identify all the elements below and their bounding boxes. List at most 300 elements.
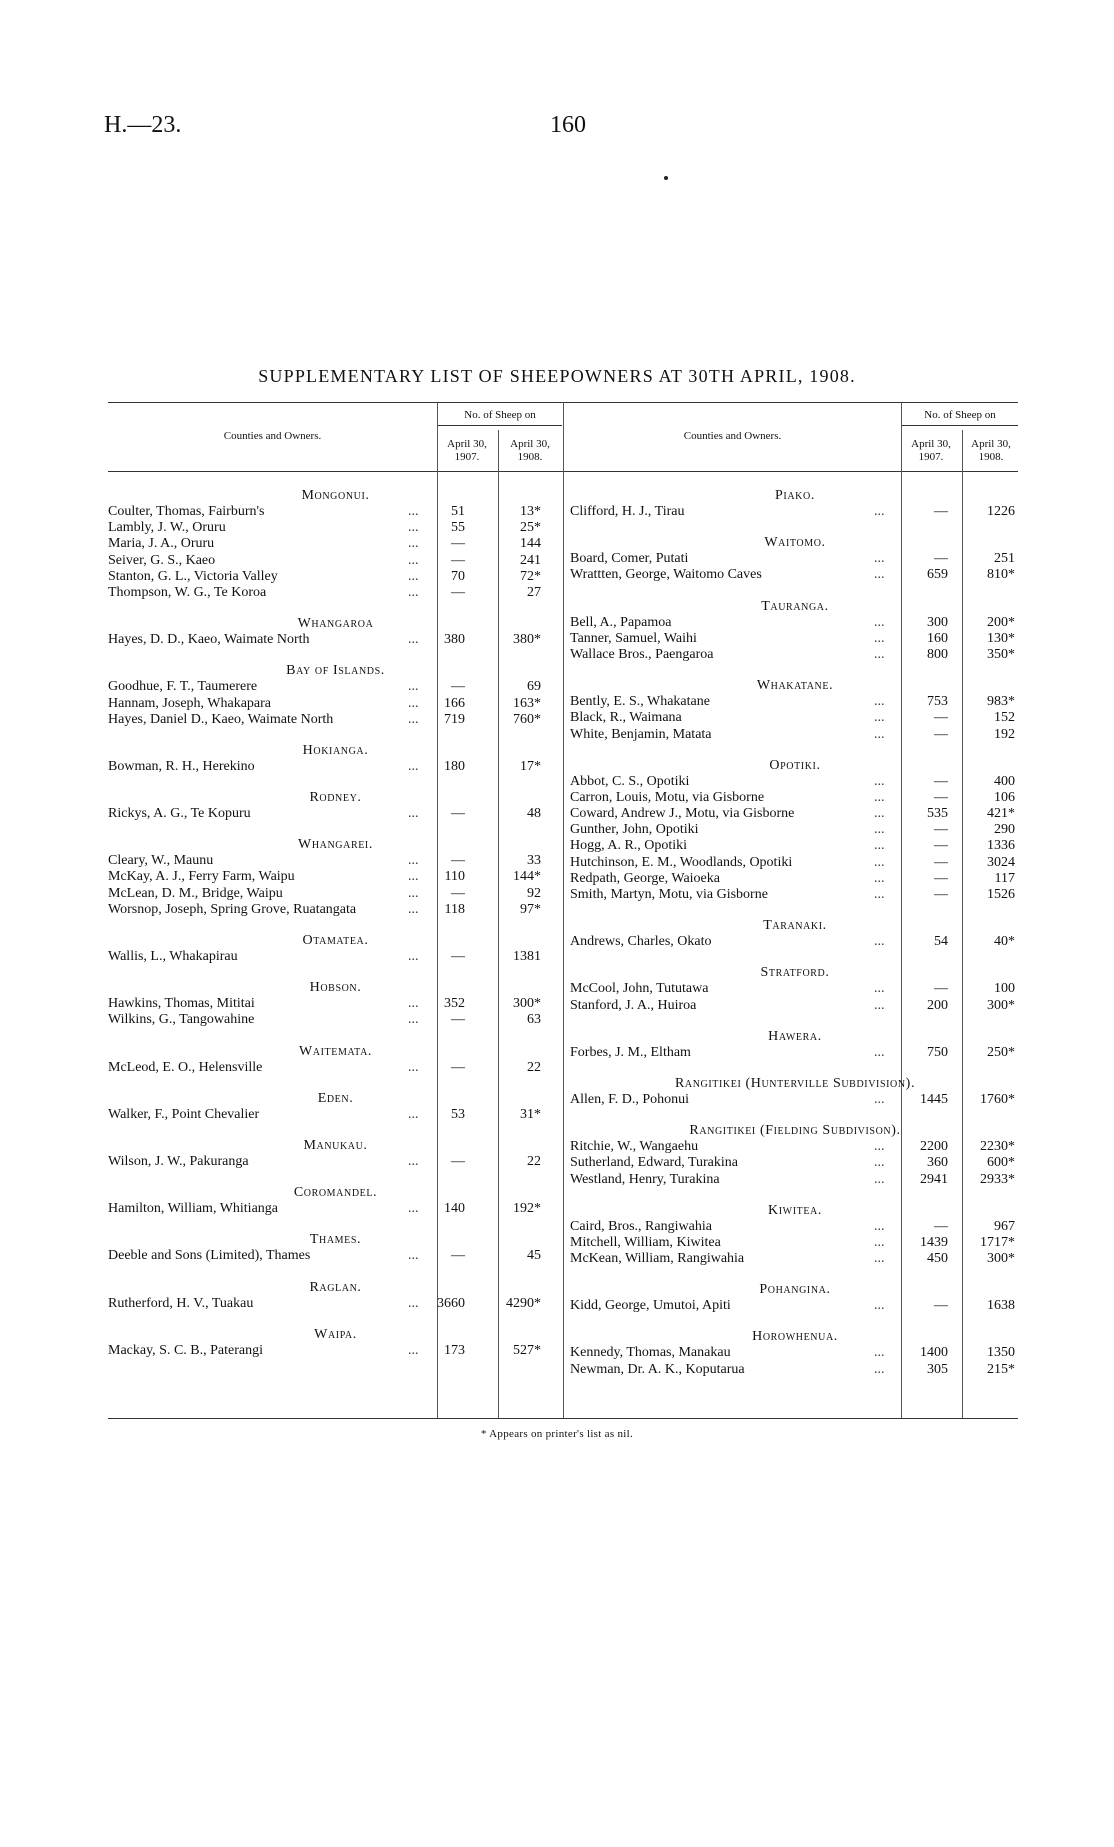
sheep-1908-value: 1381: [513, 949, 541, 964]
sheep-1907-value: 719: [444, 711, 465, 727]
sheep-1907-value: —: [934, 887, 948, 902]
owner-name: Kidd, George, Umutoi, Apiti: [570, 1298, 731, 1314]
sheep-1908-value: 192: [994, 726, 1015, 742]
owner-row: [108, 1060, 563, 1076]
sheep-1908-value: 152: [994, 710, 1015, 726]
owner-name: Black, R., Waimana: [570, 710, 682, 726]
sheep-1908-value: 1336: [987, 838, 1015, 854]
sheep-1907-value: —: [934, 1218, 948, 1234]
county-heading: Manukau.: [303, 1137, 368, 1153]
leader-dots: ...: [408, 1012, 419, 1028]
owner-name: Rutherford, H. V., Tuakau: [108, 1295, 254, 1311]
page-title: SUPPLEMENTARY LIST OF SHEEPOWNERS AT 30TH APRIL, 1908.: [258, 366, 856, 386]
leader-dots: ...: [408, 806, 419, 822]
owner-row: [570, 998, 1020, 1014]
owner-name: Coward, Andrew J., Motu, via Gisborne: [570, 806, 795, 822]
owner-name: Rickys, A. G., Te Kopuru: [108, 806, 251, 822]
leader-dots: ...: [874, 773, 885, 789]
owner-row: [108, 679, 563, 695]
county-heading: Raglan.: [309, 1279, 362, 1295]
sheep-1907-value: 305: [927, 1361, 948, 1377]
sheep-1908-value: 600*: [987, 1155, 1015, 1171]
county-heading: Horowhenua.: [752, 1329, 838, 1345]
owner-name: Lambly, J. W., Oruru: [108, 520, 226, 536]
sheep-1908-value: 192*: [513, 1201, 541, 1217]
leader-dots: ...: [408, 584, 419, 600]
sheep-1908-value: 97*: [520, 901, 541, 917]
leader-dots: ...: [408, 711, 419, 727]
leader-dots: ...: [408, 885, 419, 901]
leader-dots: ...: [408, 568, 419, 584]
sheep-1908-value: 1526: [987, 887, 1015, 902]
sheep-1907-value: 160: [927, 630, 948, 646]
sheep-1908-value: 1760*: [980, 1091, 1015, 1107]
right-sheep-subrule: [902, 425, 1018, 426]
footnote: * Appears on printer's list as nil.: [480, 1428, 634, 1440]
owner-row: [570, 567, 1020, 583]
sheep-1907-value: 118: [444, 901, 465, 917]
sheep-1908-value: 72*: [520, 568, 541, 584]
sheep-1907-value: —: [934, 854, 948, 870]
owner-name: Hawkins, Thomas, Mititai: [108, 996, 255, 1012]
owner-row: [570, 647, 1020, 663]
sheep-1907-value: 173: [444, 1342, 465, 1358]
sheep-1908-value: 106: [994, 789, 1015, 805]
sheep-1908-value: 380*: [513, 632, 541, 648]
owner-row: [570, 806, 1020, 822]
owner-row: [108, 520, 563, 536]
sheep-1908-value: 163*: [513, 695, 541, 711]
sheep-1907-value: —: [934, 870, 948, 886]
sheep-1907-value: —: [451, 552, 465, 568]
sheep-1908-value: 290: [994, 822, 1015, 838]
owner-name: Mackay, S. C. B., Paterangi: [108, 1342, 264, 1358]
owner-name: Coulter, Thomas, Fairburn's: [108, 504, 265, 519]
owner-name: Maria, J. A., Oruru: [108, 536, 215, 552]
county-heading: Coromandel.: [293, 1185, 378, 1201]
owner-name: Wallis, L., Whakapirau: [108, 949, 238, 964]
sheep-1907-value: —: [934, 838, 948, 854]
owner-row: [570, 887, 1020, 903]
sheep-1907-value: —: [451, 853, 465, 869]
owner-name: Thompson, W. G., Te Koroa: [108, 584, 267, 600]
sheep-1908-value: 810*: [987, 567, 1015, 583]
owner-row: [570, 1235, 1020, 1251]
leader-dots: ...: [408, 853, 419, 869]
owner-row: [570, 934, 1020, 950]
right-owners-table: [570, 488, 1020, 1378]
owner-name: Wilkins, G., Tangowahine: [108, 1012, 255, 1028]
leader-dots: ...: [408, 1248, 419, 1264]
leader-dots: ...: [874, 1234, 885, 1250]
sheep-1907-value: —: [451, 679, 465, 695]
owner-row: [570, 855, 1020, 871]
owner-name: Newman, Dr. A. K., Koputarua: [570, 1361, 745, 1377]
sheep-1907-value: —: [934, 981, 948, 997]
county-heading: Piako.: [775, 488, 815, 503]
left-owners-table: [108, 488, 563, 1359]
leader-dots: ...: [874, 646, 885, 662]
owner-row: [570, 871, 1020, 887]
owner-row: [108, 712, 563, 728]
sheep-1907-value: —: [451, 885, 465, 901]
owner-name: Allen, F. D., Pohonui: [570, 1091, 690, 1107]
county-heading: Whangaroa: [297, 616, 374, 632]
sheep-1907-value: —: [451, 1059, 465, 1075]
leader-dots: ...: [874, 1044, 885, 1060]
sheep-1908-value: 45: [527, 1248, 541, 1264]
sheep-1908-value: 967: [994, 1218, 1015, 1234]
owner-name: Cleary, W., Maunu: [108, 853, 214, 869]
sheep-1908-value: 2230*: [980, 1139, 1015, 1155]
county-heading: Mongonui.: [301, 488, 370, 503]
sheep-1908-value: 144: [520, 536, 541, 552]
owner-name: Smith, Martyn, Motu, via Gisborne: [570, 887, 768, 902]
leader-dots: ...: [408, 520, 419, 536]
sheep-1908-value: 69: [527, 679, 541, 695]
owner-row: [108, 902, 563, 918]
sheep-1907-value: 352: [444, 996, 465, 1012]
leader-dots: ...: [874, 1091, 885, 1107]
owner-row: [108, 996, 563, 1012]
sheep-1908-value: 300*: [513, 996, 541, 1012]
owner-name: Wallace Bros., Paengaroa: [570, 646, 714, 662]
leader-dots: ...: [874, 854, 885, 870]
owner-name: McCool, John, Tututawa: [570, 981, 709, 997]
sheep-1907-value: 70: [451, 568, 465, 584]
county-heading: Thames.: [309, 1232, 362, 1248]
sheep-1908-value: 241: [520, 552, 541, 568]
sheep-1907-value: 380: [444, 632, 465, 648]
owner-row: [570, 1362, 1020, 1378]
sheep-1907-value: 3660: [437, 1295, 465, 1311]
owner-name: McLean, D. M., Bridge, Waipu: [108, 885, 283, 901]
sheep-1908-value: 22: [527, 1059, 541, 1075]
sheep-1908-value: 63: [527, 1012, 541, 1028]
leader-dots: ...: [408, 552, 419, 568]
leader-dots: ...: [874, 822, 885, 838]
owner-row: [108, 1343, 563, 1359]
owner-name: Hayes, Daniel D., Kaeo, Waimate North: [108, 711, 334, 727]
owner-name: Bently, E. S., Whakatane: [570, 694, 710, 710]
county-heading: Waitemata.: [298, 1043, 373, 1059]
owner-name: Carron, Louis, Motu, via Gisborne: [570, 789, 765, 805]
sheep-1908-value: 117: [994, 870, 1015, 886]
leader-dots: ...: [408, 1059, 419, 1075]
sheep-1907-value: —: [451, 1248, 465, 1264]
owner-name: Hamilton, William, Whitianga: [108, 1201, 279, 1217]
owner-row: [570, 727, 1020, 743]
owner-row: [108, 696, 563, 712]
owner-name: Worsnop, Joseph, Spring Grove, Ruatangata: [108, 901, 357, 917]
sheep-1907-value: 450: [927, 1251, 948, 1267]
owner-row: [570, 774, 1020, 790]
owner-row: [570, 981, 1020, 997]
county-heading: Tauranga.: [761, 598, 829, 614]
county-heading: Whakatane.: [756, 678, 834, 694]
sheep-1907-value: —: [934, 1298, 948, 1314]
owner-name: Board, Comer, Putati: [570, 551, 689, 567]
owner-name: Westland, Henry, Turakina: [570, 1171, 720, 1187]
owner-row: [570, 551, 1020, 567]
leader-dots: ...: [874, 1361, 885, 1377]
sheep-1908-value: 983*: [987, 694, 1015, 710]
sheep-1908-value: 527*: [513, 1342, 541, 1358]
owner-row: [570, 1092, 1020, 1108]
county-heading: Kiwitea.: [768, 1202, 822, 1218]
owner-row: [570, 1155, 1020, 1171]
left-sheep-heading: No. of Sheep on: [464, 409, 536, 421]
sheep-1908-value: 200*: [987, 614, 1015, 630]
ink-speck: [664, 176, 668, 180]
owner-row: [108, 536, 563, 552]
owner-row: [108, 1201, 563, 1217]
sheep-1908-value: 3024: [987, 854, 1015, 870]
owner-name: White, Benjamin, Matata: [570, 726, 712, 742]
owner-name: Hannam, Joseph, Whakapara: [108, 695, 272, 711]
county-heading: Waipa.: [314, 1326, 357, 1342]
sheep-1907-value: 55: [451, 520, 465, 536]
county-heading: Stratford.: [760, 965, 830, 981]
county-heading: Opotiki.: [769, 757, 821, 773]
right-1908-heading: April 30, 1908.: [971, 438, 1011, 463]
owner-name: Bell, A., Papamoa: [570, 614, 672, 630]
sheep-1908-value: 33: [527, 853, 541, 869]
owner-row: [570, 838, 1020, 854]
leader-dots: ...: [874, 614, 885, 630]
owner-name: Deeble and Sons (Limited), Thames: [108, 1248, 311, 1264]
leader-dots: ...: [874, 1298, 885, 1314]
owner-row: [108, 553, 563, 569]
sheep-1908-value: 2933*: [980, 1171, 1015, 1187]
county-heading: Rangitikei (Fielding Subdivison).: [689, 1123, 901, 1139]
owner-row: [570, 1045, 1020, 1061]
owner-row: [570, 710, 1020, 726]
leader-dots: ...: [874, 1155, 885, 1171]
document-section-code: H.—23.: [104, 112, 182, 138]
sheep-1908-value: 13*: [520, 504, 541, 519]
sheep-1908-value: 1350: [987, 1345, 1015, 1361]
sheep-1908-value: 92: [527, 885, 541, 901]
sheep-1907-value: 2941: [920, 1171, 948, 1187]
owner-name: Clifford, H. J., Tirau: [570, 504, 685, 519]
county-heading: Rodney.: [309, 790, 362, 806]
leader-dots: ...: [874, 504, 885, 519]
sheep-1907-value: 2200: [920, 1139, 948, 1155]
owner-row: [570, 1139, 1020, 1155]
leader-dots: ...: [874, 806, 885, 822]
right-owners-heading: Counties and Owners.: [683, 430, 782, 442]
owner-name: Sutherland, Edward, Turakina: [570, 1155, 738, 1171]
owner-name: Mitchell, William, Kiwitea: [570, 1234, 721, 1250]
right-sheep-heading: No. of Sheep on: [924, 409, 996, 421]
sheep-1907-value: —: [934, 710, 948, 726]
sheep-1908-value: 130*: [987, 630, 1015, 646]
owner-name: Hogg, A. R., Opotiki: [570, 838, 688, 854]
sheep-1908-value: 4290*: [506, 1295, 541, 1311]
owner-row: [108, 632, 563, 648]
sheep-1908-value: 1717*: [980, 1234, 1015, 1250]
county-heading: Whangarei.: [298, 837, 373, 853]
owner-row: [570, 615, 1020, 631]
sheep-1907-value: 54: [934, 934, 948, 950]
leader-dots: ...: [874, 1218, 885, 1234]
owner-name: McKay, A. J., Ferry Farm, Waipu: [108, 869, 295, 885]
left-sheep-subrule: [438, 425, 562, 426]
table-bottom-rule: [108, 1418, 1018, 1419]
sheep-1907-value: —: [451, 1012, 465, 1028]
sheep-1908-value: 27: [527, 584, 541, 600]
owner-name: Bowman, R. H., Herekino: [108, 758, 255, 774]
sheep-1908-value: 100: [994, 981, 1015, 997]
owner-row: [570, 631, 1020, 647]
leader-dots: ...: [874, 981, 885, 997]
owner-name: Walker, F., Point Chevalier: [108, 1106, 260, 1122]
leader-dots: ...: [874, 870, 885, 886]
county-heading: Eden.: [317, 1090, 354, 1106]
owner-row: [108, 504, 563, 520]
sheep-1907-value: —: [451, 949, 465, 964]
county-heading: Rangitikei (Hunterville Subdivision).: [674, 1075, 916, 1091]
leader-dots: ...: [408, 1153, 419, 1169]
sheep-1908-value: 350*: [987, 646, 1015, 662]
leader-dots: ...: [874, 1345, 885, 1361]
county-heading: Bay of Islands.: [286, 663, 385, 679]
sheep-1907-value: 1439: [920, 1234, 948, 1250]
county-heading: Otamatea.: [302, 933, 369, 948]
owner-row: [570, 504, 1020, 520]
owner-row: [108, 869, 563, 885]
sheep-1908-value: 1226: [987, 504, 1015, 519]
owner-name: Hayes, D. D., Kaeo, Waimate North: [108, 632, 310, 648]
owner-row: [108, 1296, 563, 1312]
owner-name: Tanner, Samuel, Waihi: [570, 630, 697, 646]
owner-row: [108, 585, 563, 601]
sheep-1907-value: 53: [451, 1106, 465, 1122]
left-1907-heading: April 30, 1907.: [447, 438, 487, 463]
leader-dots: ...: [408, 536, 419, 552]
sheep-1907-value: 800: [927, 646, 948, 662]
sheep-1908-value: 300*: [987, 997, 1015, 1013]
leader-dots: ...: [874, 567, 885, 583]
owner-row: [108, 759, 563, 775]
sheep-1907-value: —: [934, 726, 948, 742]
owner-row: [570, 1251, 1020, 1267]
owner-row: [108, 569, 563, 585]
sheep-1907-value: 1445: [920, 1091, 948, 1107]
owner-row: [108, 949, 563, 965]
owner-row: [570, 790, 1020, 806]
sheep-1907-value: 1400: [920, 1345, 948, 1361]
sheep-1908-value: 251: [994, 551, 1015, 567]
sheep-1907-value: —: [934, 551, 948, 567]
sheep-1908-value: 25*: [520, 520, 541, 536]
sheep-1908-value: 48: [527, 806, 541, 822]
owner-row: [570, 1172, 1020, 1188]
leader-dots: ...: [408, 632, 419, 648]
sheep-1907-value: —: [451, 536, 465, 552]
leader-dots: ...: [408, 1106, 419, 1122]
county-heading: Waitomo.: [764, 535, 826, 551]
owner-name: McKean, William, Rangiwahia: [570, 1251, 745, 1267]
sheep-1907-value: —: [934, 789, 948, 805]
leader-dots: ...: [408, 679, 419, 695]
leader-dots: ...: [408, 996, 419, 1012]
page-number: 160: [550, 112, 586, 138]
sheep-1907-value: 110: [444, 869, 465, 885]
leader-dots: ...: [874, 1171, 885, 1187]
sheep-1907-value: —: [451, 806, 465, 822]
sheep-1908-value: 144*: [513, 869, 541, 885]
sheep-1907-value: 750: [927, 1044, 948, 1060]
sheep-1908-value: 421*: [987, 806, 1015, 822]
owner-row: [108, 1154, 563, 1170]
sheep-1907-value: —: [451, 1153, 465, 1169]
owner-name: Andrews, Charles, Okato: [570, 934, 712, 950]
sheep-1908-value: 250*: [987, 1044, 1015, 1060]
leader-dots: ...: [408, 1295, 419, 1311]
sheep-1907-value: 659: [927, 567, 948, 583]
sheep-1907-value: 535: [927, 806, 948, 822]
owner-row: [108, 853, 563, 869]
sheep-1907-value: 180: [444, 758, 465, 774]
owner-name: Stanton, G. L., Victoria Valley: [108, 568, 278, 584]
leader-dots: ...: [408, 1342, 419, 1358]
owner-row: [108, 1107, 563, 1123]
county-heading: Hawera.: [768, 1028, 822, 1044]
leader-dots: ...: [874, 887, 885, 902]
owner-name: Ritchie, W., Wangaehu: [570, 1139, 699, 1155]
owner-name: Seiver, G. S., Kaeo: [108, 552, 216, 568]
county-heading: Pohangina.: [759, 1282, 831, 1298]
leader-dots: ...: [408, 901, 419, 917]
county-heading: Hobson.: [309, 980, 362, 996]
sheep-1908-value: 31*: [520, 1106, 541, 1122]
leader-dots: ...: [408, 695, 419, 711]
sheep-1908-value: 22: [527, 1153, 541, 1169]
owner-name: Abbot, C. S., Opotiki: [570, 773, 690, 789]
sheep-1907-value: —: [934, 504, 948, 519]
sheep-1908-value: 40*: [994, 934, 1015, 950]
leader-dots: ...: [874, 934, 885, 950]
owner-row: [570, 822, 1020, 838]
left-1908-heading: April 30, 1908.: [510, 438, 550, 463]
owner-name: Gunther, John, Opotiki: [570, 822, 699, 838]
sheep-1907-value: 166: [444, 695, 465, 711]
leader-dots: ...: [874, 710, 885, 726]
leader-dots: ...: [408, 869, 419, 885]
center-divider: [563, 402, 564, 1418]
owner-row: [570, 694, 1020, 710]
sheep-1907-value: —: [451, 584, 465, 600]
sheep-1907-value: 200: [927, 997, 948, 1013]
leader-dots: ...: [408, 758, 419, 774]
county-heading: Hokianga.: [302, 742, 369, 758]
owner-name: Kennedy, Thomas, Manakau: [570, 1345, 731, 1361]
sheep-1907-value: 753: [927, 694, 948, 710]
owner-name: Wrattten, George, Waitomo Caves: [570, 567, 762, 583]
owner-row: [108, 886, 563, 902]
leader-dots: ...: [408, 949, 419, 964]
owner-row: [108, 1248, 563, 1264]
leader-dots: ...: [874, 694, 885, 710]
sheep-1907-value: 300: [927, 614, 948, 630]
sheep-1908-value: 17*: [520, 758, 541, 774]
owner-name: Redpath, George, Waioeka: [570, 870, 720, 886]
left-owners-heading: Counties and Owners.: [223, 430, 322, 442]
right-1907-heading: April 30, 1907.: [911, 438, 951, 463]
owner-row: [570, 1345, 1020, 1361]
